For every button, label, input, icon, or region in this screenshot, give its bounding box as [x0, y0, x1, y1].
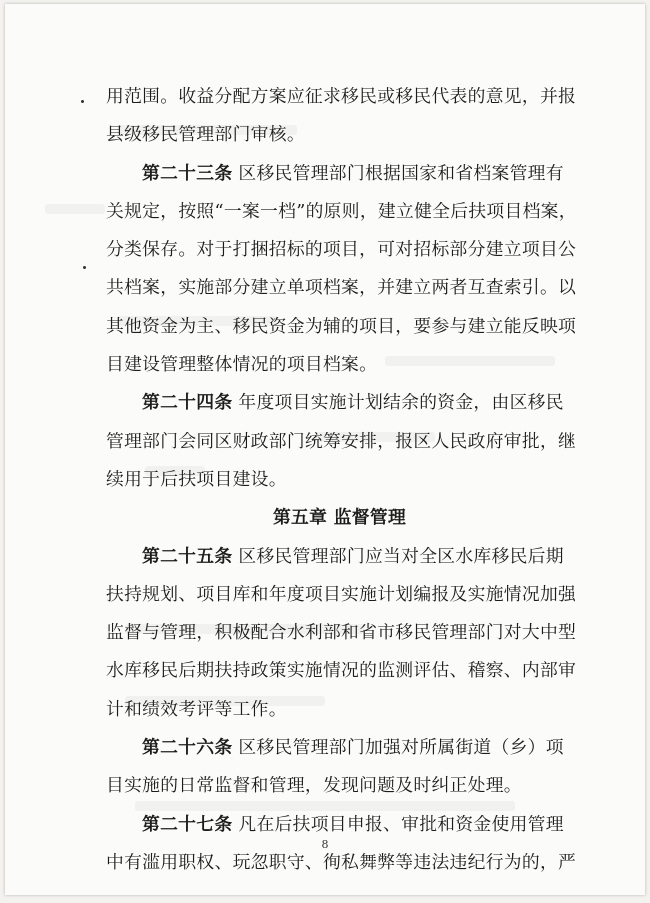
article-title: 第二十五条 — [142, 545, 233, 567]
article-25 — [106, 538, 564, 576]
text-line: 区移民管理部门加强对所属街道（乡）项 — [238, 737, 564, 759]
text-line: 共档案，实施部分建立单项档案，并建立两者互查索引。以 — [106, 277, 577, 299]
text-line: 水库移民后期扶持政策实施情况的监测评估、稽察、内部审 — [106, 660, 577, 682]
text-line: 关规定，按照“一案一档”的原则，建立健全后扶项目档案， — [106, 200, 577, 222]
document-body — [106, 78, 577, 882]
text-line: 计和绩效考评等工作。 — [106, 698, 287, 720]
page-number: 8 — [321, 838, 329, 851]
text-line: 区移民管理部门应当对全区水库移民后期 — [238, 545, 564, 567]
article-23 — [106, 155, 564, 193]
margin-mark — [81, 100, 84, 103]
document-page — [5, 4, 645, 895]
article-title: 第二十六条 — [142, 737, 233, 759]
text-line: 中有滥用职权、玩忽职守、徇私舞弊等违法违纪行为的，严 — [106, 851, 577, 873]
text-line: 目建设管理整体情况的项目档案。 — [106, 354, 378, 376]
text-line: 用范围。收益分配方案应征求移民或移民代表的意见，并报 — [106, 86, 577, 107]
margin-mark — [83, 266, 86, 269]
text-line: 扶持规划、项目库和年度项目实施计划编报及实施情况加强 — [106, 583, 577, 605]
article-title: 第二十四条 — [142, 392, 233, 414]
text-line: 区移民管理部门根据国家和省档案管理有 — [238, 162, 564, 184]
chapter-heading: 第五章 监督管理 — [272, 507, 407, 529]
article-24 — [106, 384, 564, 422]
text-line: 监督与管理，积极配合水利部和省市移民管理部门对大中型 — [106, 622, 577, 644]
text-line: 管理部门会同区财政部门统筹安排，报区人民政府审批，继 — [106, 430, 577, 452]
article-title: 第二十七条 — [142, 813, 233, 835]
text-line: 其他资金为主、移民资金为辅的项目，要参与建立能反映项 — [106, 315, 577, 337]
text-line: 凡在后扶项目申报、审批和资金使用管理 — [238, 813, 564, 835]
text-line: 分类保存。对于打捆招标的项目，可对招标部分建立项目公 — [106, 239, 577, 261]
text-line: 年度项目实施计划结余的资金，由区移民 — [238, 392, 564, 414]
text-line: 目实施的日常监督和管理，发现问题及时纠正处理。 — [106, 775, 522, 797]
article-title: 第二十三条 — [142, 162, 233, 184]
text-line: 续用于后扶项目建设。 — [106, 468, 287, 490]
article-26 — [106, 729, 564, 767]
text-line: 县级移民管理部门审核。 — [106, 124, 305, 146]
